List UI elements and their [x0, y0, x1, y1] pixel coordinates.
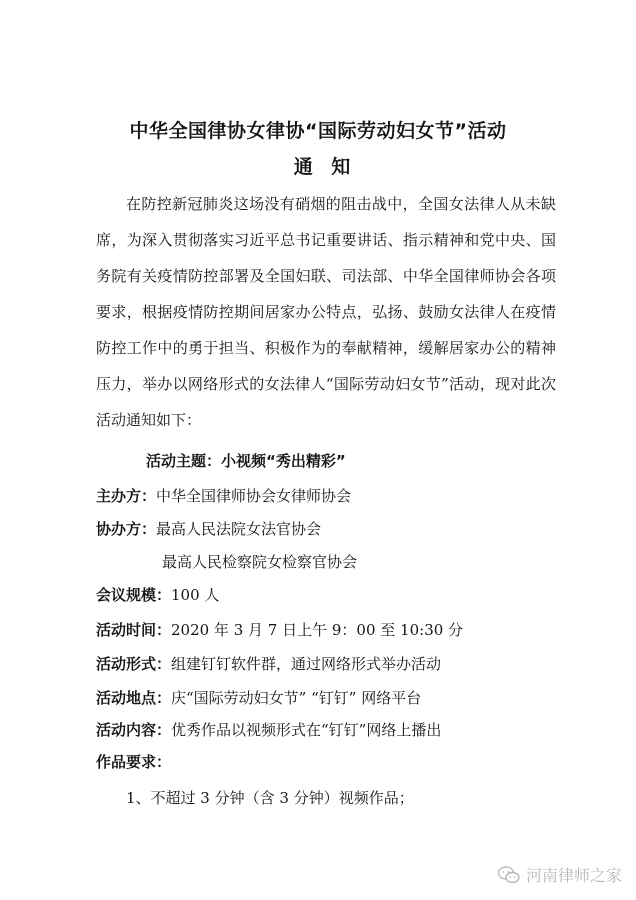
document-subtitle: 通 知 — [293, 156, 357, 178]
content-label: 活动内容： — [96, 721, 172, 739]
scale-value: 100 人 — [171, 586, 220, 604]
theme-label: 活动主题： — [146, 452, 222, 470]
scale-line — [96, 584, 219, 606]
content-value: 优秀作品以视频形式在“钉钉”网络上播出 — [171, 721, 442, 739]
time-label: 活动时间： — [96, 621, 172, 639]
form-value: 组建钉钉软件群，通过网络形式举办活动 — [171, 655, 442, 673]
requirement-1-text: 1、不超过 3 分钟（含 3 分钟）视频作品； — [126, 789, 414, 807]
co-organizer-value-1: 最高人民法院女法官协会 — [156, 520, 322, 538]
content-line — [96, 719, 441, 741]
place-label: 活动地点： — [96, 689, 172, 707]
co-organizer-line — [96, 518, 321, 540]
scale-label: 会议规模： — [96, 586, 172, 604]
requirements-line — [96, 751, 171, 773]
requirements-label: 作品要求： — [96, 753, 172, 771]
time-value: 2020 年 3 月 7 日上午 9：00 至 10:30 分 — [171, 621, 464, 639]
host-line — [96, 485, 351, 507]
watermark — [498, 863, 622, 886]
intro-paragraph: 在防控新冠肺炎这场没有硝烟的阻击战中，全国女法律人从未缺席，为深入贯彻落实习近平总书记重要讲话、指示精神和党中央、国务院有关疫情防控部署及全国妇联、司法部、中华全国律师协会各项要求，根据疫情防控期间居家办公特点，弘扬、鼓励女法律人在疫情防控工作中的勇于担当、积极作为的奉献精神，缓解居家办公的精神压力，举办以网络形式的女法律人“国际劳动妇女节”活动，现对此次活动通知如下： — [96, 195, 556, 429]
requirement-item-1 — [126, 787, 414, 809]
host-label: 主办方： — [96, 487, 157, 505]
watermark-text: 河南律师之家 — [525, 866, 622, 885]
co-organizer-label: 协办方： — [96, 520, 157, 538]
place-value: 庆“国际劳动妇女节” “钉钉” 网络平台 — [171, 689, 422, 707]
theme-value: 小视频“秀出精彩” — [221, 452, 346, 470]
theme-line — [146, 450, 346, 472]
host-value: 中华全国律师协会女律师协会 — [156, 487, 352, 505]
document-title: 中华全国律协女律协“国际劳动妇女节”活动 — [129, 120, 507, 142]
form-label: 活动形式： — [96, 655, 172, 673]
co-organizer-value-2: 最高人民检察院女检察官协会 — [162, 553, 358, 571]
place-line — [96, 687, 421, 709]
co-organizer-line-2 — [162, 551, 357, 573]
form-line — [96, 653, 441, 675]
wechat-icon — [498, 866, 520, 884]
time-line — [96, 619, 463, 641]
